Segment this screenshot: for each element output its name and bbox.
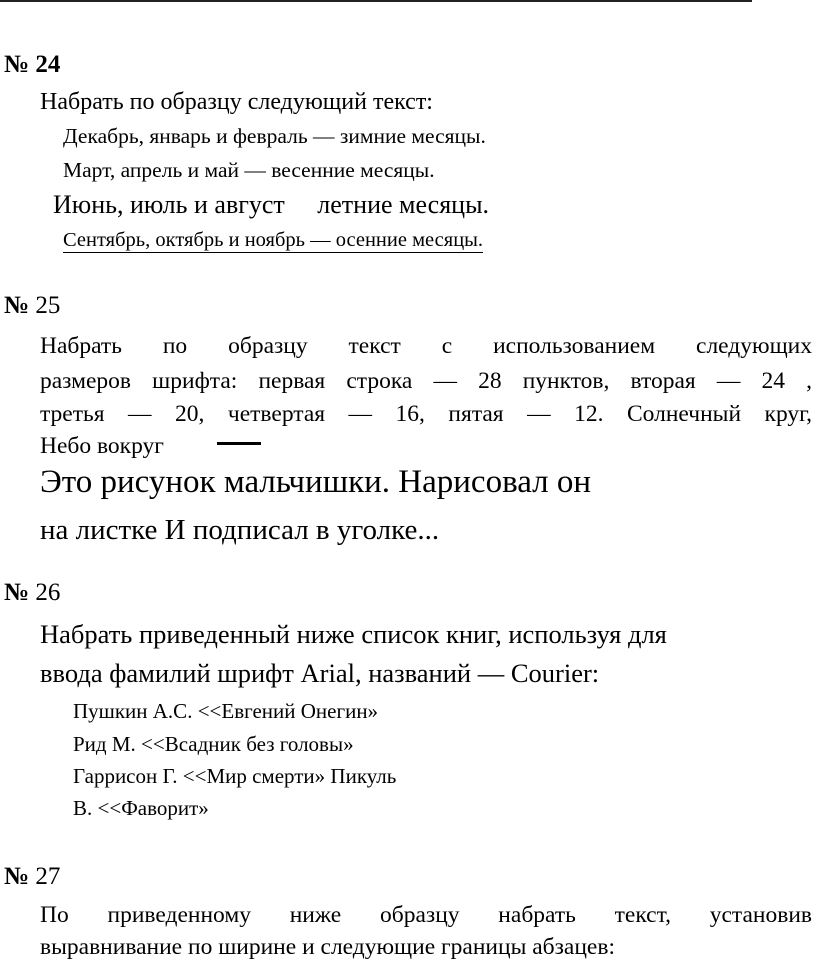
exercise-25-instruction-line-4: Небо вокруг	[40, 433, 164, 459]
number-sign: №	[4, 579, 30, 606]
exercise-25-instruction-line-3: третья — 20, четвертая — 16, пятая — 12. Солнечный круг,	[40, 401, 812, 427]
book-item-2: Рид М. <<Всадник без головы»	[73, 732, 354, 756]
book-item-1: Пушкин А.С. <<Евгений Онегин»	[73, 699, 379, 723]
sample-line-2: Март, апрель и май — весенние месяцы.	[63, 158, 435, 182]
exercise-24-instruction: Набрать по образцу следующий текст:	[40, 89, 433, 115]
exercise-25-heading	[4, 293, 60, 318]
exercise-number: 27	[35, 863, 61, 890]
top-rule	[0, 0, 752, 2]
dash-mark	[217, 442, 261, 445]
exercise-25-sample-line-2: на листке И подписал в уголке...	[40, 514, 440, 546]
exercise-26-heading	[4, 580, 60, 605]
exercise-25-instruction-line-2: размеров шрифта: первая строка — 28 пунктов, вторая — 24 ,	[40, 368, 812, 394]
exercise-25-instruction-line-1: Набрать по образцу текст с использованием следующих	[40, 333, 812, 359]
sample-line-4: Сентябрь, октябрь и ноябрь — осенние месяцы.	[63, 229, 484, 251]
exercise-27-instruction-line-1: По приведенному ниже образцу набрать текст, установив	[40, 902, 812, 928]
number-sign: №	[4, 863, 30, 890]
exercise-24-heading	[4, 52, 60, 77]
book-item-3: Гаррисон Г. <<Мир смерти» Пикуль	[73, 764, 397, 788]
exercise-number: 24	[35, 51, 61, 78]
exercise-27-heading	[4, 864, 60, 889]
number-sign: №	[4, 292, 30, 319]
exercise-number: 26	[35, 579, 61, 606]
book-item-4: В. <<Фаворит»	[73, 796, 209, 820]
exercise-25-sample-line-1: Это рисунок мальчишки. Нарисовал он	[40, 464, 592, 500]
exercise-26-instruction-line-2: ввода фамилий шрифт Arial, названий — Courier:	[40, 658, 600, 688]
exercise-26-instruction-line-1: Набрать приведенный ниже список книг, используя для	[40, 619, 667, 649]
exercise-number: 25	[35, 292, 61, 319]
sample-line-1: Декабрь, январь и февраль — зимние месяцы.	[63, 124, 486, 148]
number-sign: №	[4, 51, 30, 78]
exercise-27-instruction-line-2: выравнивание по ширине и следующие границы абзацев:	[40, 934, 615, 960]
sample-line-3: Июнь, июль и август летние месяцы.	[53, 190, 490, 219]
